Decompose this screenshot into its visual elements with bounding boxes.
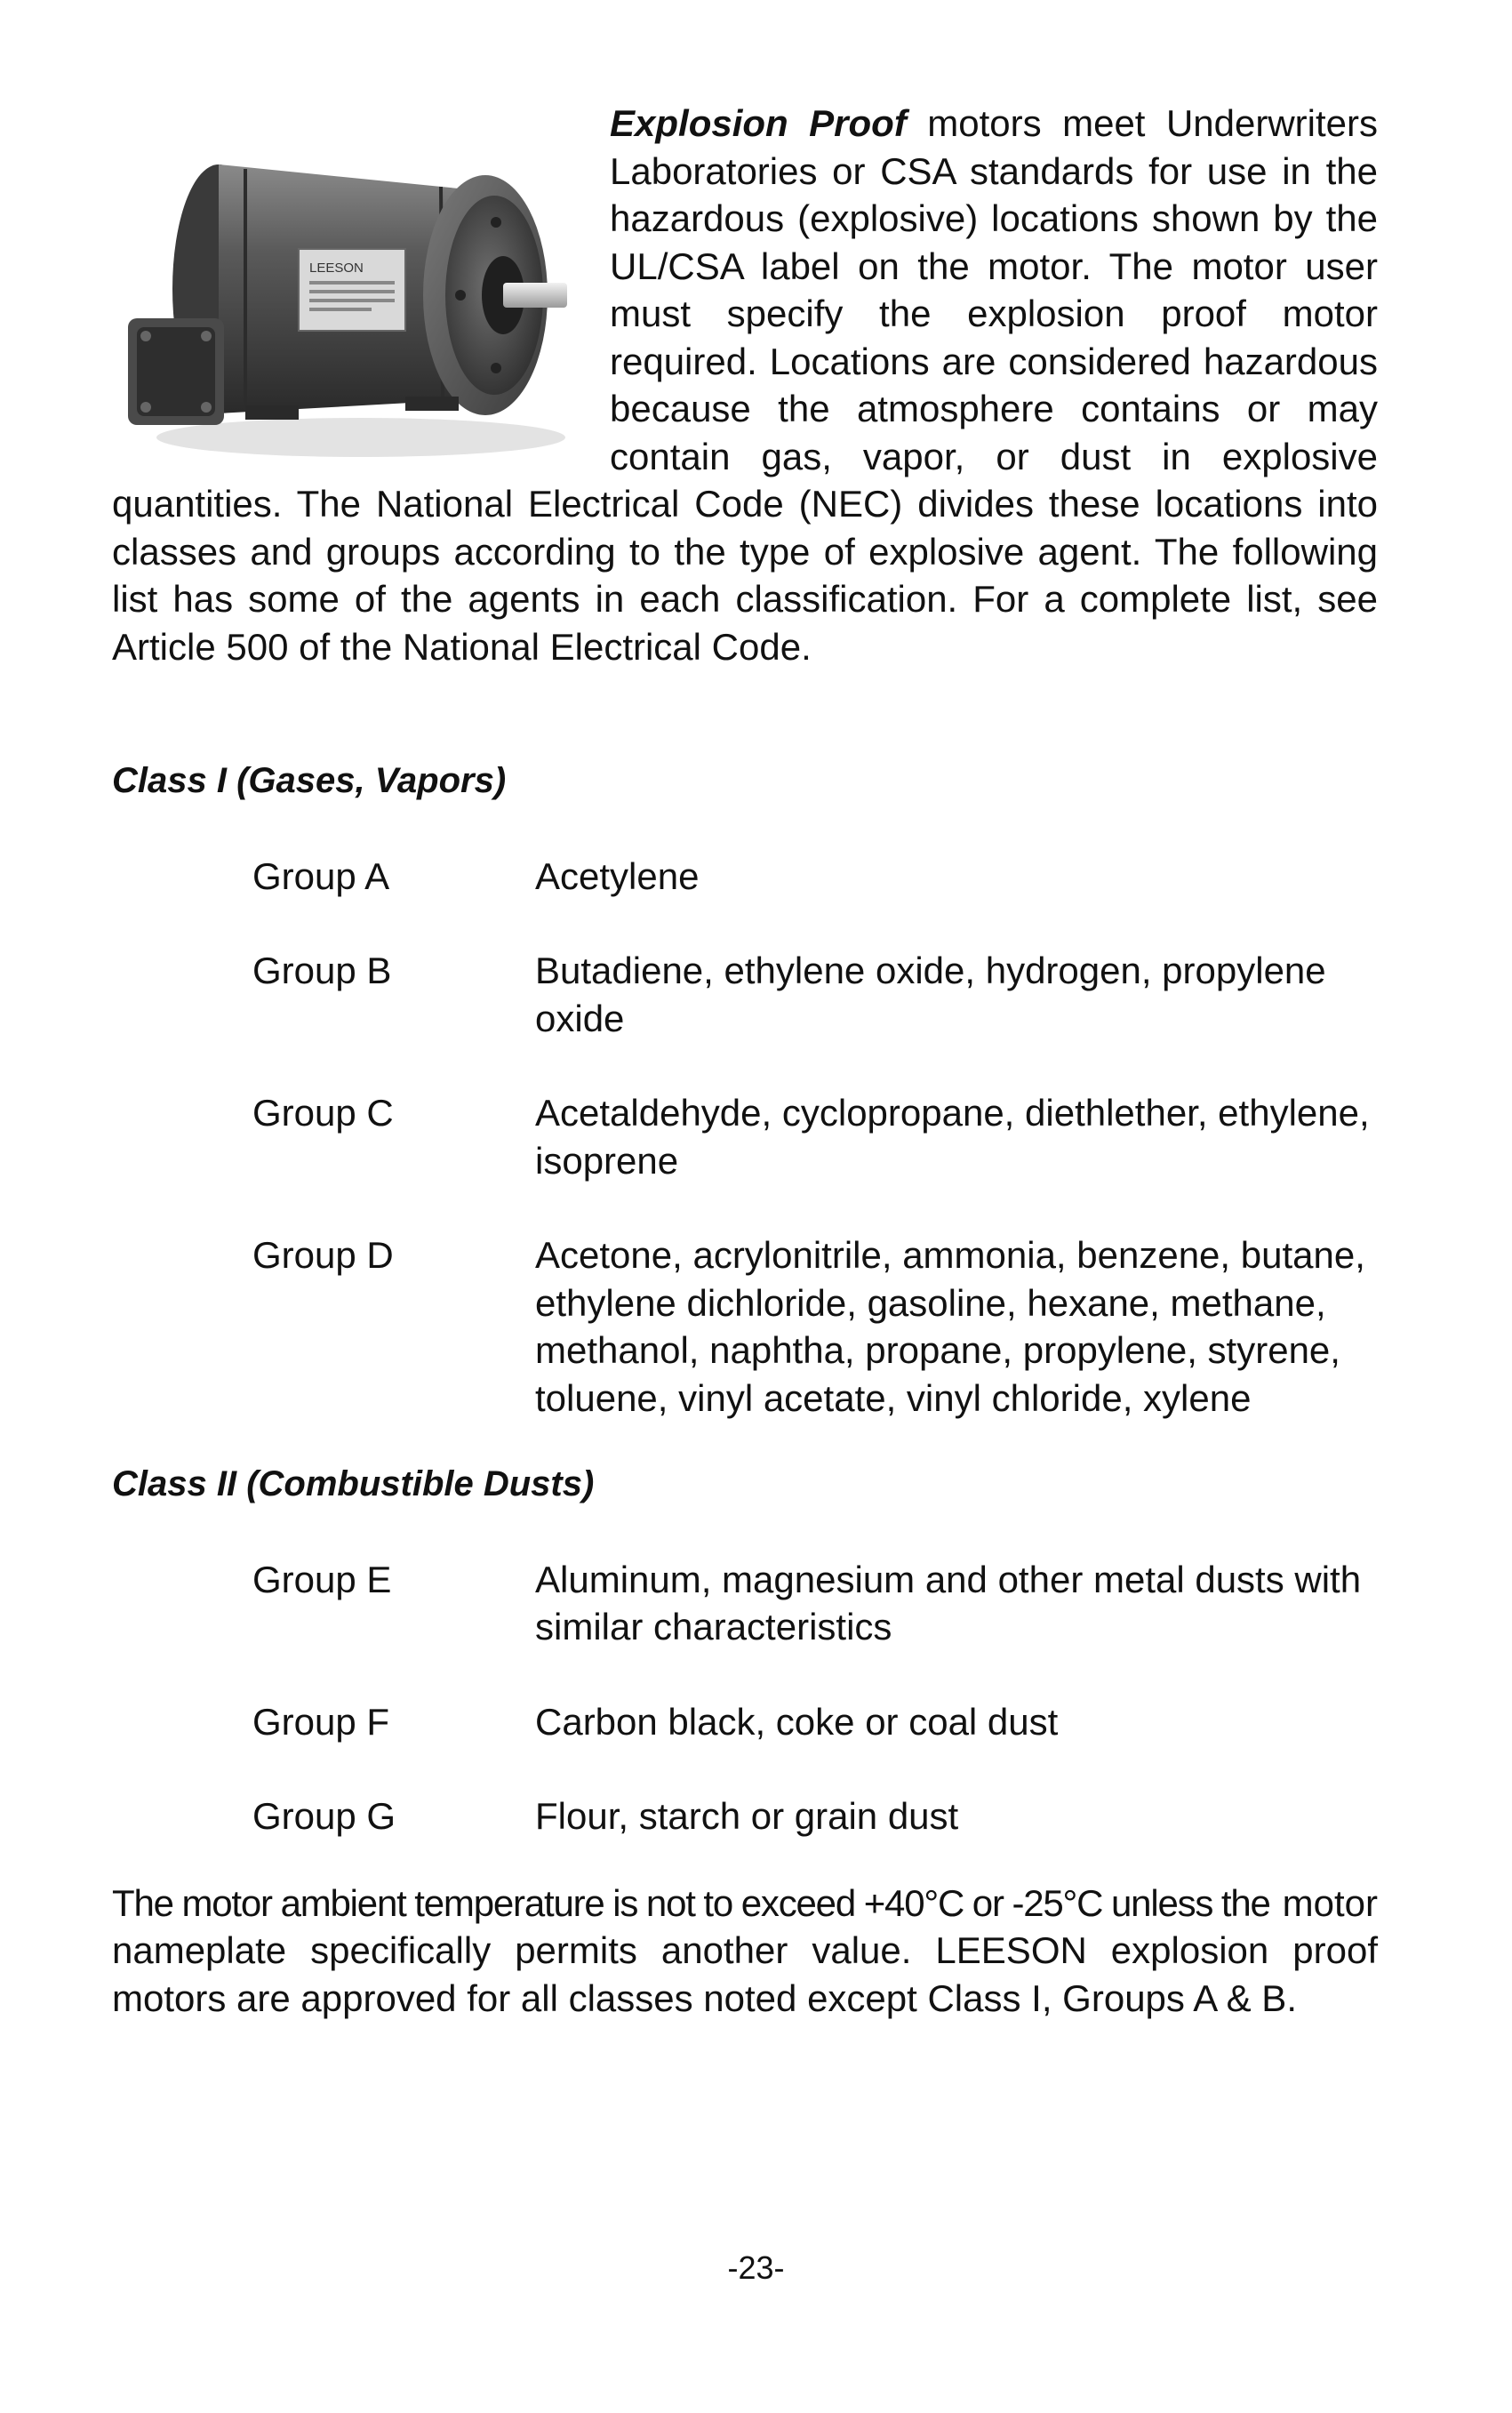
- nameplate-label: LEESON: [309, 261, 364, 276]
- group-row: [112, 1089, 1378, 1184]
- intro-text: motors meet Underwriters Laboratories or CSA standards for use in the hazardous (explosive) locations shown by the UL/CSA label on the motor. The motor user must specify the explosion proof motor required. Locations are considered hazardous because the atmosphere contains or may contain gas, vapor, or dust in explosive quantities. The National Electrical Code (NEC) divides these locations into classes and groups according to the type of explosive agent. The following list has some of the agents in each classification. For a complete list, see Article 500 of the National Electrical Code.: [112, 102, 1378, 668]
- group-agents: Flour, starch or grain dust: [535, 1795, 959, 1837]
- explosion-proof-motor-image: [112, 107, 583, 471]
- page-content: [112, 100, 1378, 2022]
- group-row: [112, 1231, 1378, 1422]
- group-agents: Acetylene: [535, 854, 700, 897]
- group-name: Group E: [252, 1558, 392, 1600]
- group-row: [112, 947, 1378, 1042]
- group-name: Group D: [252, 1234, 394, 1276]
- group-row: [112, 853, 1378, 901]
- group-name: Group A: [252, 854, 390, 897]
- group-name: Group F: [252, 1700, 390, 1743]
- group-row: [112, 1792, 1378, 1840]
- class-2-heading: Class II (Combustible Dusts): [112, 1464, 595, 1503]
- closing-paragraph: [112, 1880, 1378, 2023]
- group-agents: Carbon black, coke or coal dust: [535, 1700, 1059, 1743]
- motor-photo: [112, 107, 583, 471]
- intro-paragraph: [112, 100, 1378, 670]
- closing-rest: motor nameplate specifically permits another value. LEESON explosion proof motors are approved for all classes noted except Class I, Groups A & B.: [112, 1881, 1378, 2019]
- group-agents: Aluminum, magnesium and other metal dusts with similar characteristics: [535, 1558, 1362, 1647]
- group-name: Group C: [252, 1092, 394, 1134]
- group-name: Group G: [252, 1795, 396, 1837]
- group-agents: Acetone, acrylonitrile, ammonia, benzene, butane, ethylene dichloride, gasoline, hexane, methane, methanol, naphtha, propane, propylene, styrene, toluene, vinyl acetate, vinyl chloride, xylene: [535, 1234, 1365, 1419]
- closing-first-line: The motor ambient temperature is not to exceed +40°C or -25°C unless the: [112, 1881, 1270, 1924]
- class-1-heading: Class I (Gases, Vapors): [112, 761, 507, 800]
- page-number: -23-: [727, 2249, 785, 2286]
- group-agents: Butadiene, ethylene oxide, hydrogen, propylene oxide: [535, 950, 1326, 1039]
- class-2-group-list: [112, 1556, 1378, 1840]
- class-1-group-list: [112, 853, 1378, 1423]
- group-row: [112, 1556, 1378, 1651]
- intro-lead: Explosion Proof: [610, 102, 907, 144]
- group-agents: Acetaldehyde, cyclopropane, diethlether, ethylene, isoprene: [535, 1092, 1370, 1182]
- group-row: [112, 1698, 1378, 1746]
- group-name: Group B: [252, 950, 392, 991]
